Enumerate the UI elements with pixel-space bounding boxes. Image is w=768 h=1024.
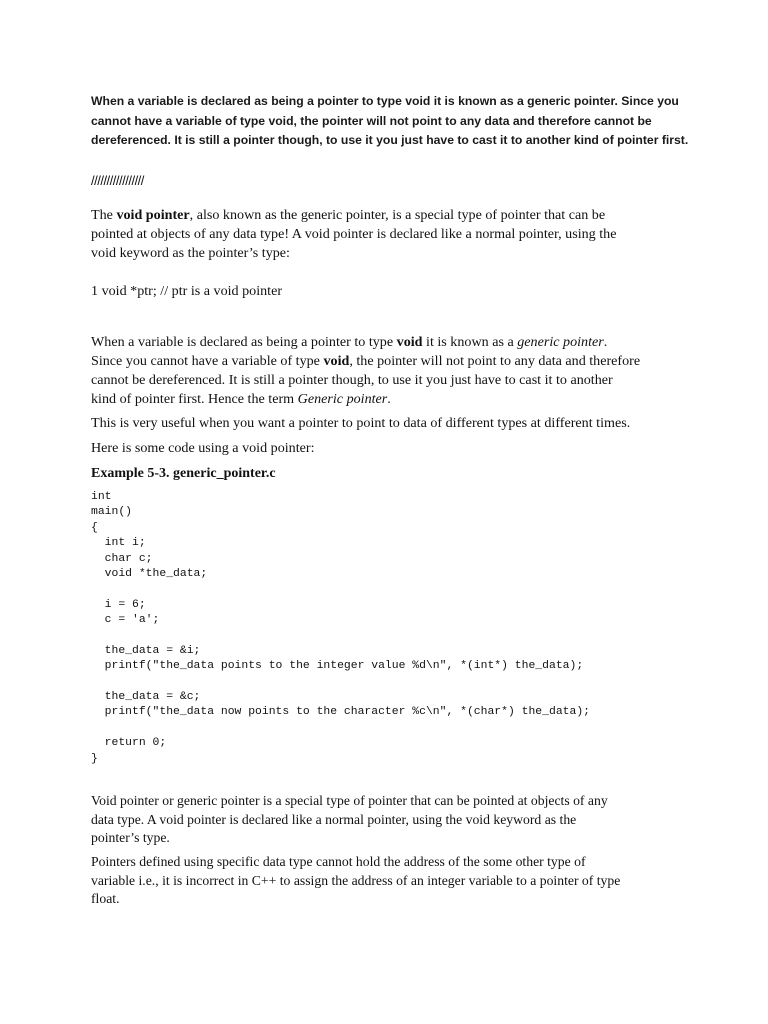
intro-line-2: cannot have a variable of type void, the pointer will not point to any data and therefore cannot be — [91, 113, 652, 128]
code-line — [91, 721, 590, 736]
code-line — [91, 629, 590, 644]
void-pointer-definition — [91, 206, 681, 263]
definition-text: pointed at objects of any data type! A void pointer is declared like a normal pointer, using the — [91, 226, 617, 242]
code-line — [91, 582, 590, 597]
definition-text: , also known as the generic pointer, is a special type of pointer that can be — [189, 207, 606, 223]
code-line: } — [91, 752, 98, 765]
paragraph-text: pointer’s type. — [91, 830, 170, 845]
code-block — [91, 490, 590, 767]
code-line: char c; — [91, 552, 153, 565]
code-line: the_data = &i; — [91, 644, 201, 657]
paragraph-text: . — [387, 391, 391, 407]
code-line: printf("the_data points to the integer value %d\n", *(int*) the_data); — [91, 660, 584, 673]
paragraph-text: kind of pointer first. Hence the term — [91, 391, 298, 407]
paragraph-text: float. — [91, 891, 120, 906]
paragraph-text: Since you cannot have a variable of type — [91, 353, 324, 369]
specific-type-paragraph — [91, 853, 681, 909]
code-line: c = 'a'; — [91, 614, 160, 627]
inline-code-example: 1 void *ptr; // ptr is a void pointer — [91, 283, 283, 299]
definition-text: void keyword as the pointer’s type: — [91, 245, 290, 261]
definition-text: The — [91, 207, 117, 223]
intro-paragraph — [91, 92, 691, 151]
term-generic-pointer: generic pointer — [517, 334, 604, 350]
definition-term: void pointer — [116, 207, 190, 223]
separator: ///////////////// — [91, 173, 144, 188]
intro-line-3: dereferenced. It is still a pointer though, to use it you just have to cast it to another kind of pointer first. — [91, 133, 689, 147]
paragraph-text: it is known as a — [422, 334, 518, 350]
code-line: i = 6; — [91, 598, 146, 611]
code-line: void *the_data; — [91, 567, 208, 580]
paragraph-text: Void pointer or generic pointer is a special type of pointer that can be pointed at objects of any — [91, 793, 608, 808]
term-generic-pointer: Generic pointer — [297, 391, 388, 407]
generic-pointer-paragraph — [91, 333, 681, 409]
code-line: main() — [91, 506, 133, 519]
example-title: Example 5-3. generic_pointer.c — [91, 466, 276, 481]
keyword-void: void — [396, 334, 423, 350]
code-line: printf("the_data now points to the character %c\n", *(char*) the_data); — [91, 706, 590, 719]
intro-line-1: When a variable is declared as being a pointer to type void it is known as a generic pointer. Since you — [91, 94, 679, 108]
paragraph-text: . — [603, 334, 608, 350]
code-line — [91, 675, 590, 690]
paragraph-text: , the pointer will not point to any data and therefore — [349, 353, 641, 369]
paragraph-text: Pointers defined using specific data type cannot hold the address of the some other type of — [91, 854, 586, 869]
here-is-paragraph: Here is some code using a void pointer: — [91, 440, 315, 456]
paragraph-text: cannot be dereferenced. It is still a pointer though, to use it you just have to cast it to another — [91, 372, 613, 388]
paragraph-text: data type. A void pointer is declared like a normal pointer, using the void keyword as the — [91, 811, 577, 827]
summary-paragraph — [91, 792, 681, 848]
code-line: the_data = &c; — [91, 691, 201, 704]
paragraph-text: When a variable is declared as being a pointer to type — [91, 334, 397, 350]
code-line: int — [91, 491, 112, 503]
code-line: return 0; — [91, 737, 167, 750]
keyword-void: void — [323, 353, 350, 369]
code-line: int i; — [91, 537, 146, 550]
paragraph-text: variable i.e., it is incorrect in C++ to assign the address of an integer variable to a pointer of type — [91, 872, 621, 888]
useful-paragraph: This is very useful when you want a pointer to point to data of different types at different times. — [91, 415, 631, 431]
code-line: { — [91, 521, 98, 534]
